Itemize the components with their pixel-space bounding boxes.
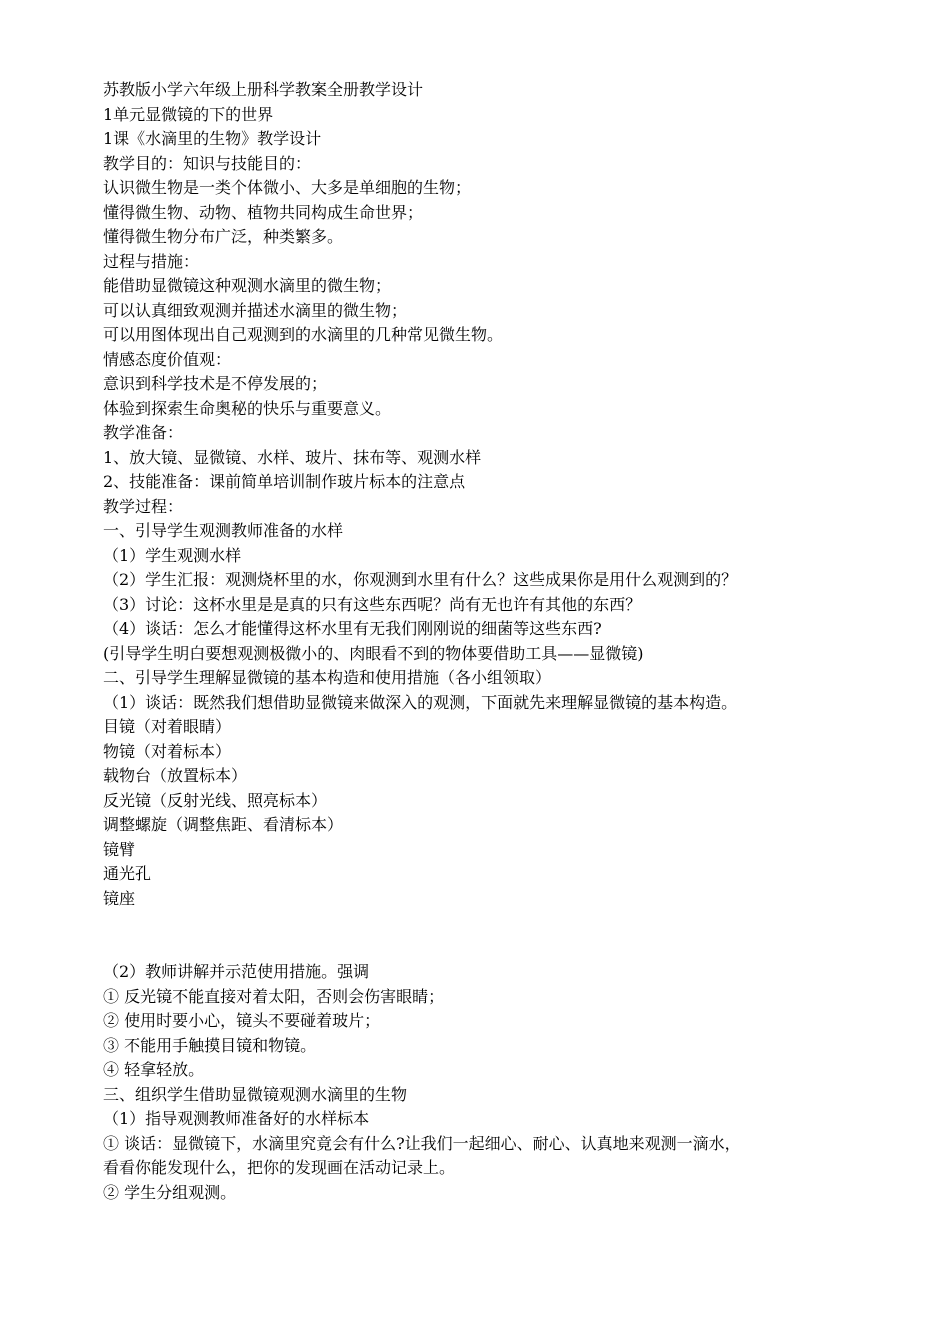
- text-line: 镜座: [103, 888, 136, 908]
- text-line: 教学目的：知识与技能目的：: [103, 153, 312, 173]
- text-line: 目镜（对着眼睛）: [103, 717, 232, 736]
- text-line: （1）学生观测水样: [103, 545, 242, 565]
- text-line: （1）谈话：既然我们想借助显微镜来做深入的观测，下面就先来理解显微镜的基本构造。: [103, 692, 738, 712]
- text-line: 镜臂: [103, 839, 136, 859]
- text-line: ② 使用时要小心，镜头不要碰着玻片；: [103, 1011, 381, 1030]
- text-line: 1、放大镜、显微镜、水样、玻片、抹布等、观测水样: [103, 447, 482, 467]
- text-line: 意识到科学技术是不停发展的；: [103, 374, 328, 393]
- text-line: 物镜（对着标本）: [103, 741, 232, 761]
- text-line: 调整螺旋（调整焦距、看清标本）: [103, 815, 344, 834]
- text-line: 一、引导学生观测教师准备的水样: [103, 521, 344, 540]
- text-line: 1单元显微镜的下的世界: [103, 104, 274, 124]
- text-line: （1）指导观测教师准备好的水样标本: [103, 1109, 370, 1128]
- text-line: 载物台（放置标本）: [103, 766, 248, 785]
- text-line: 三、组织学生借助显微镜观测水滴里的生物: [103, 1084, 408, 1104]
- text-line: 苏教版小学六年级上册科学教案全册教学设计: [103, 80, 424, 99]
- document-page: [103, 78, 903, 1205]
- text-line: （2）学生汇报：观测烧杯里的水，你观测到水里有什么？这些成果你是用什么观测到的？: [103, 570, 738, 589]
- document-body-part-2: [103, 960, 903, 1205]
- text-line: (引导学生明白要想观测极微小的、肉眼看不到的物体要借助工具——显微镜): [103, 643, 644, 663]
- text-line: 看看你能发现什么，把你的发现画在活动记录上。: [103, 1158, 456, 1177]
- document-body-part-1: [103, 78, 903, 911]
- text-line: 2、技能准备：课前简单培训制作玻片标本的注意点: [103, 472, 466, 491]
- text-line: （4）谈话：怎么才能懂得这杯水里有无我们刚刚说的细菌等这些东西?: [103, 619, 602, 638]
- text-line: 懂得微生物分布广泛，种类繁多。: [103, 227, 344, 246]
- text-line: 通光孔: [103, 864, 152, 883]
- text-line: ① 反光镜不能直接对着太阳，否则会伤害眼睛；: [103, 986, 445, 1006]
- blank-gap: [103, 911, 903, 960]
- text-line: 反光镜（反射光线、照亮标本）: [103, 790, 328, 810]
- text-line: 能借助显微镜这种观测水滴里的微生物；: [103, 276, 392, 295]
- text-line: 教学过程：: [103, 496, 184, 516]
- text-line: 教学准备：: [103, 423, 184, 442]
- text-line: 体验到探索生命奥秘的快乐与重要意义。: [103, 398, 392, 418]
- text-line: ③ 不能用手触摸目镜和物镜。: [103, 1035, 317, 1055]
- text-line: ② 学生分组观测。: [103, 1182, 237, 1202]
- text-line: （3）讨论：这杯水里是是真的只有这些东西呢？尚有无也许有其他的东西？: [103, 594, 642, 614]
- text-line: 可以认真细致观测并描述水滴里的微生物；: [103, 300, 408, 320]
- text-line: 1课《水滴里的生物》教学设计: [103, 129, 322, 148]
- text-line: ④ 轻拿轻放。: [103, 1060, 205, 1079]
- text-line: 情感态度价值观：: [103, 349, 232, 369]
- text-line: 过程与措施：: [103, 251, 200, 271]
- text-line: 可以用图体现出自己观测到的水滴里的几种常见微生物。: [103, 325, 504, 344]
- text-line: 二、引导学生理解显微镜的基本构造和使用措施（各小组领取）: [103, 668, 552, 687]
- text-line: 认识微生物是一类个体微小、大多是单细胞的生物；: [103, 178, 472, 197]
- text-line: ① 谈话：显微镜下，水滴里究竟会有什么?让我们一起细心、耐心、认真地来观测一滴水，: [103, 1133, 741, 1153]
- text-line: （2）教师讲解并示范使用措施。强调: [103, 962, 370, 981]
- text-line: 懂得微生物、动物、植物共同构成生命世界；: [103, 202, 424, 222]
